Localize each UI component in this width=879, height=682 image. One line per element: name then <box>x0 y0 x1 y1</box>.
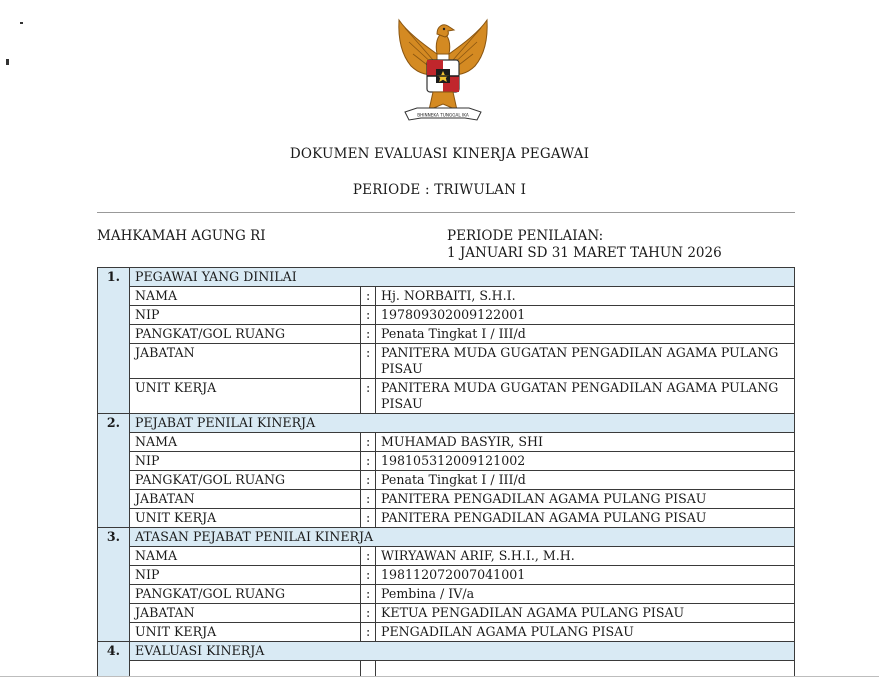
table-row <box>98 452 795 471</box>
field-value: WIRYAWAN ARIF, S.H.I., M.H. <box>376 547 795 566</box>
field-value: Hj. NORBAITI, S.H.I. <box>376 287 795 306</box>
field-label: UNIT KERJA <box>130 509 361 528</box>
field-label: JABATAN <box>130 490 361 509</box>
field-label: JABATAN <box>130 604 361 623</box>
colon-separator: : <box>361 509 376 528</box>
evaluation-form-table <box>97 267 795 680</box>
field-value: PANITERA MUDA GUGATAN PENGADILAN AGAMA PULANG PISAU <box>376 344 795 379</box>
colon-separator: : <box>361 433 376 452</box>
field-value: 198105312009121002 <box>376 452 795 471</box>
divider <box>97 212 795 213</box>
table-row <box>98 287 795 306</box>
section-header <box>98 528 795 547</box>
field-label: NIP <box>130 452 361 471</box>
section-title: ATASAN PEJABAT PENILAI KINERJA <box>130 528 795 547</box>
field-label: NAMA <box>130 287 361 306</box>
section-number: 4. <box>98 642 130 680</box>
section-title: EVALUASI KINERJA <box>130 642 795 661</box>
table-row <box>98 471 795 490</box>
table-row <box>98 623 795 642</box>
field-label: UNIT KERJA <box>130 379 361 414</box>
document-title: DOKUMEN EVALUASI KINERJA PEGAWAI <box>289 146 590 162</box>
section-number: 3. <box>98 528 130 642</box>
colon-separator: : <box>361 379 376 414</box>
field-value: PENGADILAN AGAMA PULANG PISAU <box>376 623 795 642</box>
colon-separator: : <box>361 306 376 325</box>
field-value: PANITERA PENGADILAN AGAMA PULANG PISAU <box>376 509 795 528</box>
field-value: MUHAMAD BASYIR, SHI <box>376 433 795 452</box>
colon-separator: : <box>361 490 376 509</box>
table-row <box>98 379 795 414</box>
table-row <box>98 490 795 509</box>
table-row <box>98 306 795 325</box>
colon-separator: : <box>361 604 376 623</box>
colon-separator: : <box>361 585 376 604</box>
scan-speck <box>6 59 9 65</box>
section-title: PEGAWAI YANG DINILAI <box>130 268 795 287</box>
colon-separator: : <box>361 471 376 490</box>
table-row <box>98 604 795 623</box>
field-value: KETUA PENGADILAN AGAMA PULANG PISAU <box>376 604 795 623</box>
colon-separator: : <box>361 452 376 471</box>
colon-separator: : <box>361 623 376 642</box>
field-label: PANGKAT/GOL RUANG <box>130 325 361 344</box>
table-row <box>98 344 795 379</box>
section-header <box>98 414 795 433</box>
colon-separator: : <box>361 287 376 306</box>
field-value: PANITERA MUDA GUGATAN PENGADILAN AGAMA PULANG PISAU <box>376 379 795 414</box>
field-label: JABATAN <box>130 344 361 379</box>
field-value: Penata Tingkat I / III/d <box>376 325 795 344</box>
section-number: 2. <box>98 414 130 528</box>
field-label: PANGKAT/GOL RUANG <box>130 585 361 604</box>
section-title: PEJABAT PENILAI KINERJA <box>130 414 795 433</box>
section-header <box>98 642 795 661</box>
emblem-motto: BHINNEKA TUNGGAL IKA <box>417 112 469 118</box>
colon-separator: : <box>361 566 376 585</box>
scan-speck <box>20 22 23 24</box>
field-label: NAMA <box>130 547 361 566</box>
field-label: NIP <box>130 306 361 325</box>
field-label: PANGKAT/GOL RUANG <box>130 471 361 490</box>
table-row <box>98 566 795 585</box>
field-value: Pembina / IV/a <box>376 585 795 604</box>
section-header <box>98 268 795 287</box>
table-row <box>98 585 795 604</box>
table-row <box>98 509 795 528</box>
field-value: Penata Tingkat I / III/d <box>376 471 795 490</box>
garuda-emblem-icon <box>393 14 493 128</box>
field-label: NAMA <box>130 433 361 452</box>
assessment-period-value: 1 JANUARI SD 31 MARET TAHUN 2026 <box>447 245 722 261</box>
colon-separator: : <box>361 547 376 566</box>
field-value: 197809302009122001 <box>376 306 795 325</box>
section-number: 1. <box>98 268 130 414</box>
field-value: PANITERA PENGADILAN AGAMA PULANG PISAU <box>376 490 795 509</box>
institution-name: MAHKAMAH AGUNG RI <box>97 228 266 244</box>
table-row <box>98 433 795 452</box>
assessment-period-label: PERIODE PENILAIAN: <box>447 228 604 244</box>
field-label: NIP <box>130 566 361 585</box>
field-label: UNIT KERJA <box>130 623 361 642</box>
period-line: PERIODE : TRIWULAN I <box>352 182 527 198</box>
page-bottom-edge <box>0 676 879 682</box>
table-row <box>98 547 795 566</box>
colon-separator: : <box>361 325 376 344</box>
field-value: 198112072007041001 <box>376 566 795 585</box>
table-row <box>98 325 795 344</box>
colon-separator: : <box>361 344 376 379</box>
